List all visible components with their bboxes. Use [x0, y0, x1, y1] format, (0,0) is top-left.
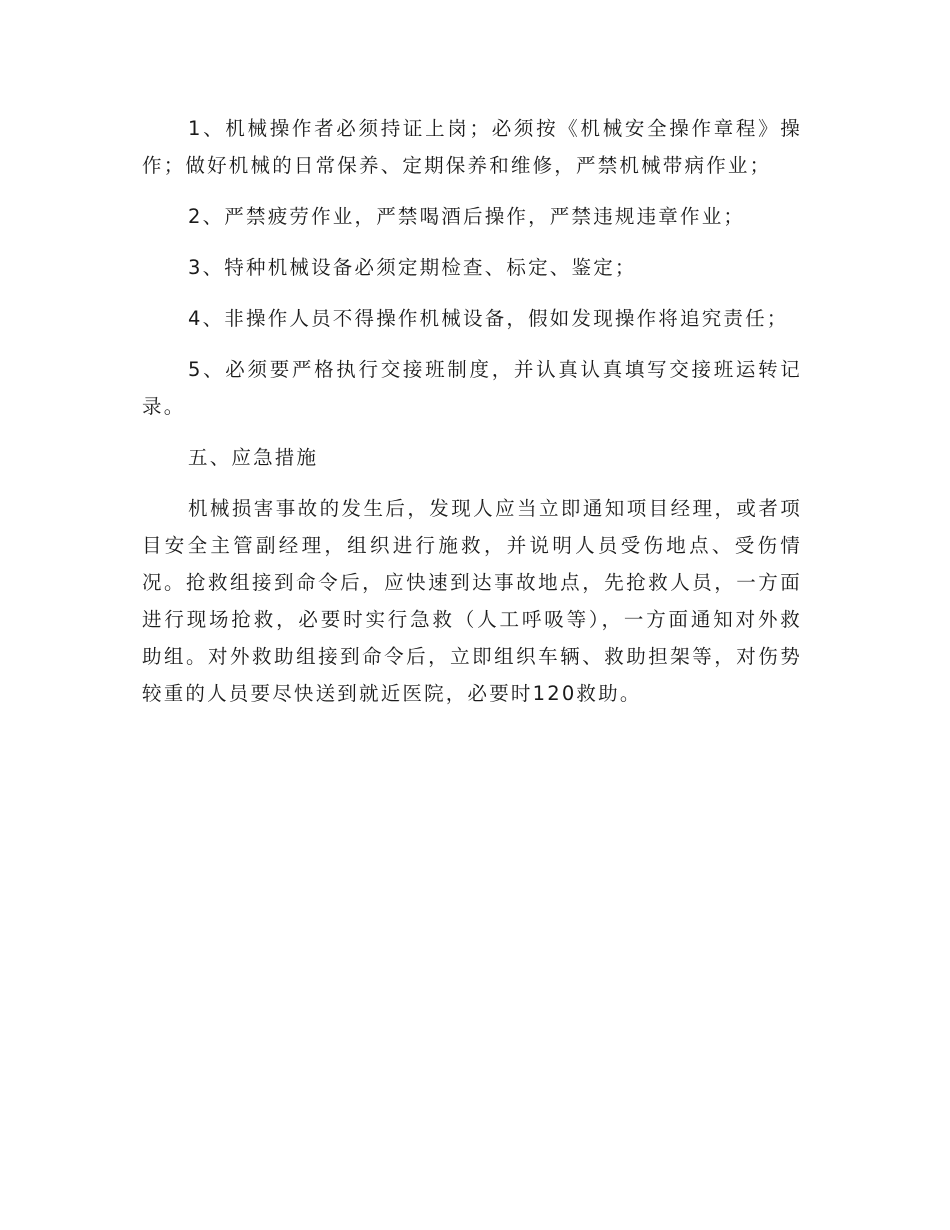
document-page [142, 110, 802, 726]
emergency-paragraph: 机械损害事故的发生后，发现人应当立即通知项目经理，或者项目安全主管副经理，组织进行施救，并说明人员受伤地点、受伤情况。抢救组接到命令后，应快速到达事故地点，先抢救人员，一方面进行现场抢救，必要时实行急救（人工呼吸等），一方面通知对外救助组。对外救助组接到命令后，立即组织车辆、救助担架等，对伤势较重的人员要尽快送到就近医院，必要时120救助。 [142, 497, 802, 705]
rule-item-4: 4、非操作人员不得操作机械设备，假如发现操作将追究责任； [188, 307, 789, 330]
rule-item-5: 5、必须要严格执行交接班制度，并认真认真填写交接班运转记录。 [142, 358, 802, 418]
rule-item-3: 3、特种机械设备必须定期检查、标定、鉴定； [188, 256, 637, 279]
rule-item-2: 2、严禁疲劳作业，严禁喝酒后操作，严禁违规违章作业； [188, 205, 746, 228]
section-heading: 五、应急措施 [188, 446, 319, 469]
rule-item-1: 1、机械操作者必须持证上岗；必须按《机械安全操作章程》操作；做好机械的日常保养、定期保养和维修，严禁机械带病作业； [142, 117, 802, 177]
